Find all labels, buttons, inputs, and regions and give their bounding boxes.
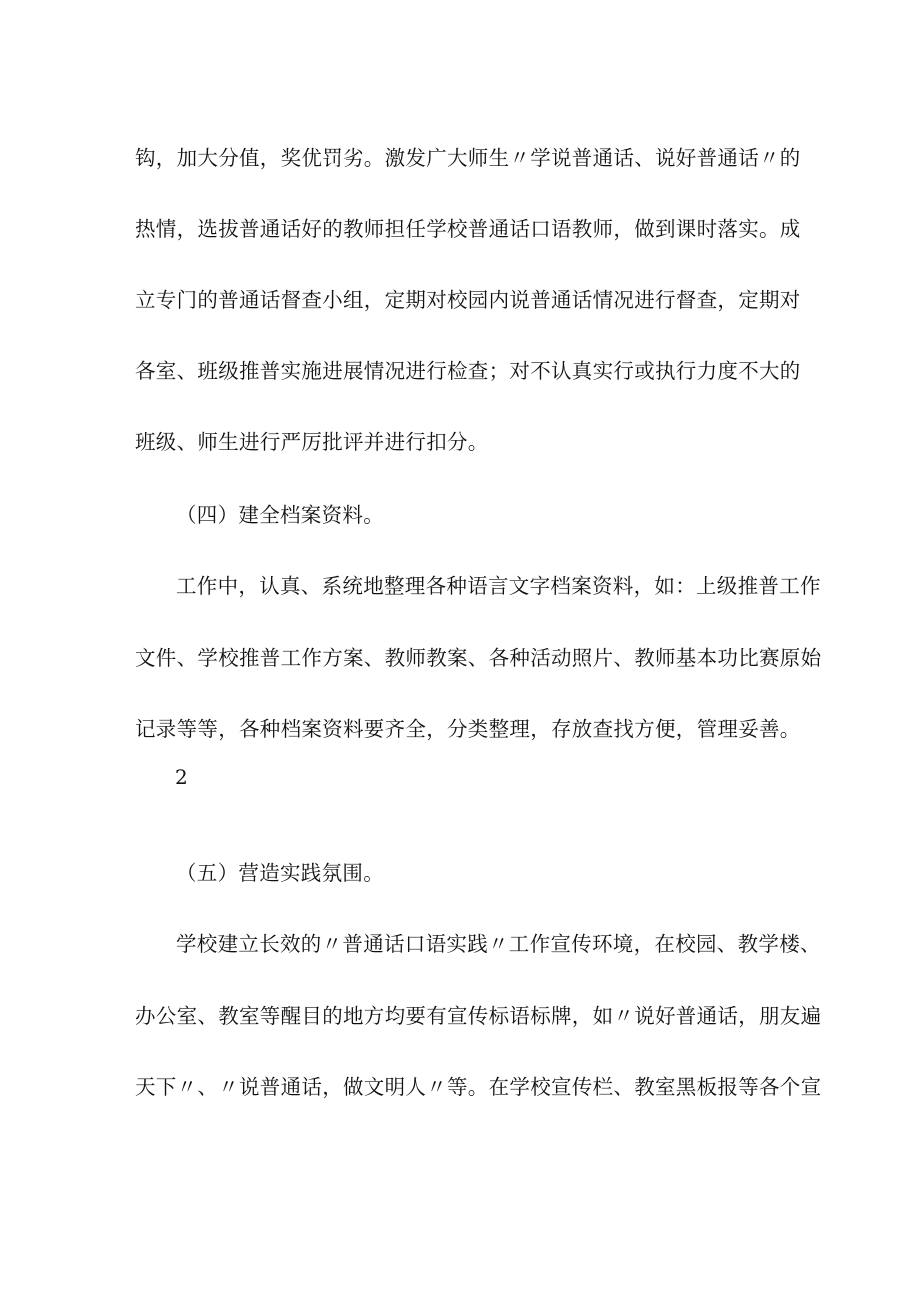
paragraph-2-line-2: 文件、学校推普工作方案、教师教案、各种活动照片、教师基本功比赛原始	[135, 646, 822, 670]
paragraph-3-line-3: 天下〃、〃说普通话，做文明人〃等。在学校宣传栏、教室黑板报等各个宣	[135, 1075, 822, 1099]
page-number: 2	[175, 765, 188, 789]
paragraph-1-line-2: 热情，选拔普通话好的教师担任学校普通话口语教师，做到课时落实。成	[135, 217, 801, 241]
paragraph-1-line-1: 钩，加大分值，奖优罚劣。激发广大师生〃学说普通话、说好普通话〃的	[135, 146, 801, 170]
paragraph-1-line-3: 立专门的普通话督查小组，定期对校园内说普通话情况进行督查，定期对	[135, 288, 801, 312]
section-heading-5: （五）营造实践氛围。	[176, 861, 384, 885]
paragraph-1-line-4: 各室、班级推普实施进展情况进行检查；对不认真实行或执行力度不大的	[135, 359, 801, 383]
section-heading-4: （四）建全档案资料。	[176, 503, 384, 527]
paragraph-3-line-1: 学校建立长效的〃普通话口语实践〃工作宣传环境，在校园、教学楼、	[176, 932, 821, 956]
paragraph-2-line-1: 工作中，认真、系统地整理各种语言文字档案资料，如：上级推普工作	[176, 574, 821, 598]
paragraph-1-line-5: 班级、师生进行严厉批评并进行扣分。	[135, 430, 489, 454]
paragraph-2-line-3: 记录等等，各种档案资料要齐全，分类整理，存放查找方便，管理妥善。	[135, 717, 801, 741]
paragraph-3-line-2: 办公室、教室等醒目的地方均要有宣传标语标牌，如〃说好普通话，朋友遍	[135, 1004, 822, 1028]
